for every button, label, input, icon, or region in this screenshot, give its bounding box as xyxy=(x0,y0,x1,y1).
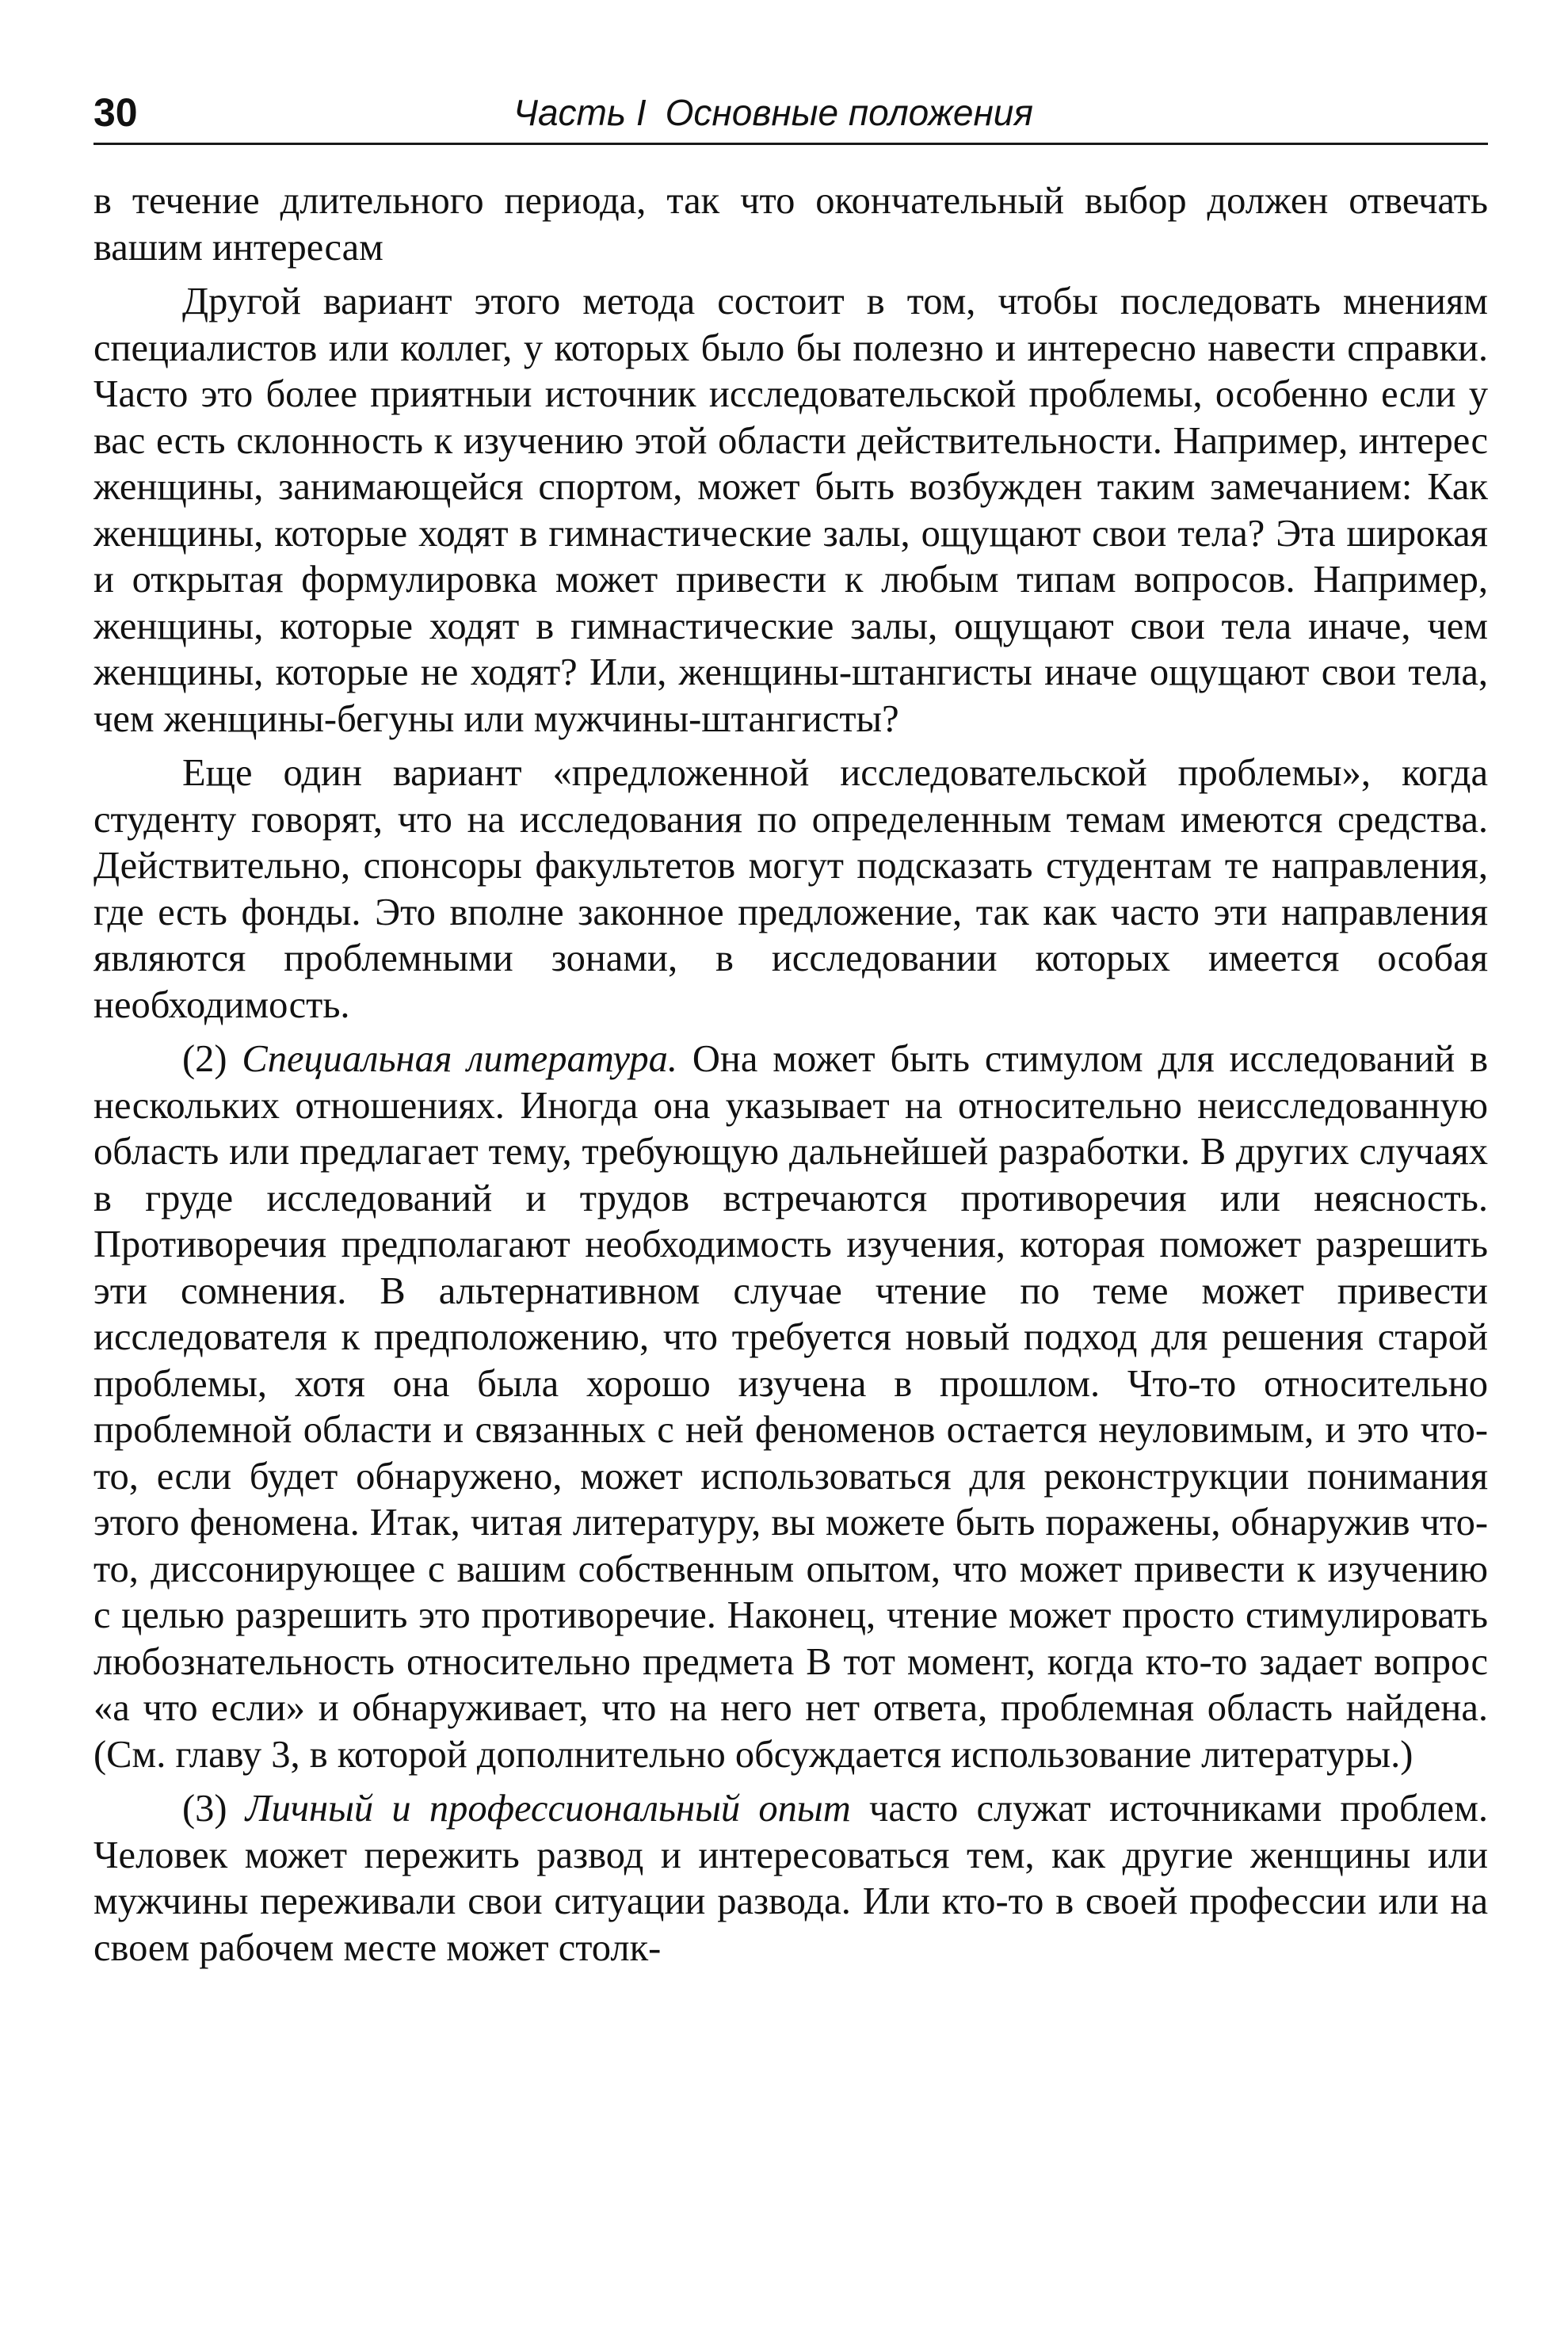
paragraph-another-variant xyxy=(93,279,1488,742)
part-label: Часть I xyxy=(513,92,647,133)
body-text xyxy=(93,178,1488,1971)
running-head xyxy=(513,89,1033,136)
paragraph-number: (3) xyxy=(182,1788,246,1830)
paragraph-text: Она может быть стимулом для исследований в нескольких отношениях. Иногда она указывает на относительно неисследованную область или предлагает тему, требующую дальнейшей разработки. В других случаях в груде исследований и трудов встречаются противоречия или неясность. Противоречия предполагают необходимость изучения, которая поможет разрешить эти сомнения. В альтернативном случае чтение по теме может привести исследователя к предположению, что требуется новый подход для решения старой проблемы, хотя она была хорошо изучена в прошлом. Что-то относительно проблемной области и связанных с ней феноменов остается неуловимым, и это что-то, если будет обнаружено, может использоваться для реконструкции понимания этого феномена. Итак, читая литературу, вы можете быть поражены, обнаружив что-то, диссонирующее с вашим собственным опытом, что может привести к изучению с целью разрешить это противоречие. Наконец, чтение может просто стимулировать любознательность относительно предмета В тот момент, когда кто-то задает вопрос «а что если» и обнаруживает, что на него нет ответа, проблемная область найдена. (См. главу 3, в которой дополнительно обсуждается использование литературы.) xyxy=(93,1038,1488,1776)
paragraph-literature xyxy=(93,1036,1488,1778)
book-page xyxy=(93,79,1488,1979)
paragraph-text: в течение длительного периода, так что окончательный выбор должен отвечать вашим интересам xyxy=(93,180,1488,269)
page-header xyxy=(93,79,1488,145)
paragraph-text: Другой вариант этого метода состоит в том, чтобы последовать мнениям специалистов или коллег, у которых было бы полезно и интересно навести справки. Часто это более приятныи источник исследовательской проблемы, особенно если у вас есть склонность к изучению этой области действительности. Например, интерес женщины, занимающейся спортом, может быть возбужден таким замечанием: Как женщины, которые ходят в гимнастические залы, ощущают свои тела? Эта широкая и открытая формулировка может привести к любым типам вопросов. Например, женщины, которые ходят в гимнастические залы, ощущают свои тела иначе, чем женщины, которые не ходят? Или, женщины-штангисты иначе ощущают свои тела, чем женщины-бегуны или мужчины-штангисты? xyxy=(93,281,1488,740)
page-number: 30 xyxy=(93,90,138,135)
paragraph-number: (2) xyxy=(182,1038,242,1080)
paragraph-experience xyxy=(93,1786,1488,1971)
paragraph-text: Еще один вариант «предложенной исследовательской проблемы», когда студенту говорят, что на исследования по определенным темам имеются средства. Действительно, спонсоры факультетов могут подсказать студентам те направления, где есть фонды. Это вполне законное предложение, так как часто эти направления являются проблемными зонами, в исследовании которых имеется особая необходимость. xyxy=(93,752,1488,1026)
paragraph-heading: Личный и профессиональный опыт xyxy=(245,1788,851,1830)
paragraph-text: часто служат источниками проблем. Человек может пережить развод и интересоваться тем, как другие женщины или мужчины переживали свои ситуации развода. Или кто-то в своей профессии или на своем рабочем месте может столк- xyxy=(93,1788,1489,1969)
paragraph-proposed-problem xyxy=(93,750,1488,1029)
paragraph-continuation xyxy=(93,178,1488,271)
section-title: Основные положения xyxy=(665,92,1033,133)
paragraph-heading: Специальная литература. xyxy=(242,1038,678,1080)
